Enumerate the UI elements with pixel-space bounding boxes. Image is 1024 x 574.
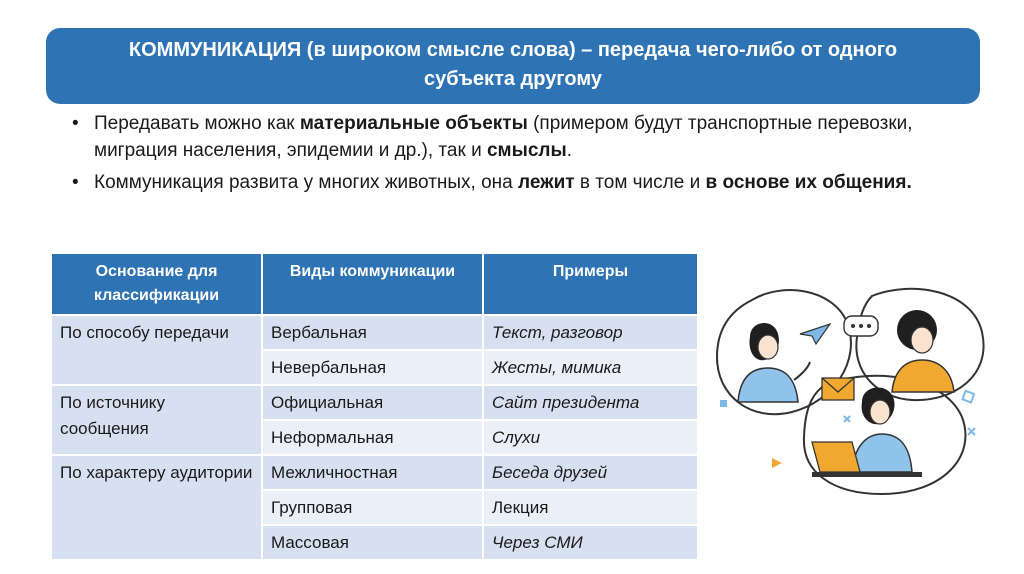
bullet-dot-icon: •: [72, 172, 79, 193]
classification-table: [50, 252, 699, 561]
title-banner: [46, 28, 980, 104]
table-row: [51, 315, 698, 350]
example-cell: Беседа друзей: [483, 455, 698, 490]
kind-cell: Вербальная: [262, 315, 483, 350]
table-header-row: [51, 253, 698, 315]
example-cell: Текст, разговор: [483, 315, 698, 350]
kind-cell: Официальная: [262, 385, 483, 420]
kind-cell: Массовая: [262, 525, 483, 560]
bullet-item-1: • Передавать можно как материальные объекты (примером будут транспортные перевозки, миграция населения, эпидемии и др.), так и смыслы.: [70, 110, 970, 164]
person-top-right-icon: [892, 310, 954, 392]
paper-plane-icon: [800, 324, 830, 344]
bullet-dot-icon: •: [72, 113, 79, 134]
basis-cell: По способу передачи: [51, 315, 262, 385]
title-line-1: КОММУНИКАЦИЯ (в широком смысле слова) – передача чего-либо от одного: [128, 39, 898, 61]
kind-cell: Групповая: [262, 490, 483, 525]
header-kinds: Виды коммуникации: [262, 253, 483, 315]
table-row: [51, 455, 698, 490]
example-cell: Слухи: [483, 420, 698, 455]
chat-bubble-icon: [844, 316, 878, 336]
person-left-icon: [738, 323, 810, 402]
header-basis: Основание для классификации: [51, 253, 262, 315]
communication-illustration: [712, 282, 1012, 496]
title-line-2: субъекта другому: [424, 68, 602, 90]
example-cell: Жесты, мимика: [483, 350, 698, 385]
example-cell: Лекция: [483, 490, 698, 525]
example-cell: Сайт президента: [483, 385, 698, 420]
person-bottom-icon: [852, 387, 912, 472]
bullet-list: [70, 110, 970, 201]
basis-cell: По источнику сообщения: [51, 385, 262, 455]
kind-cell: Неформальная: [262, 420, 483, 455]
example-cell: Через СМИ: [483, 525, 698, 560]
kind-cell: Невербальная: [262, 350, 483, 385]
table-row: [51, 385, 698, 420]
header-examples: Примеры: [483, 253, 698, 315]
basis-cell: По характеру аудитории: [51, 455, 262, 560]
bullet-item-2: • Коммуникация развита у многих животных, она лежит в том числе и в основе их общения.: [70, 169, 970, 196]
kind-cell: Межличностная: [262, 455, 483, 490]
envelope-icon: [822, 378, 854, 400]
